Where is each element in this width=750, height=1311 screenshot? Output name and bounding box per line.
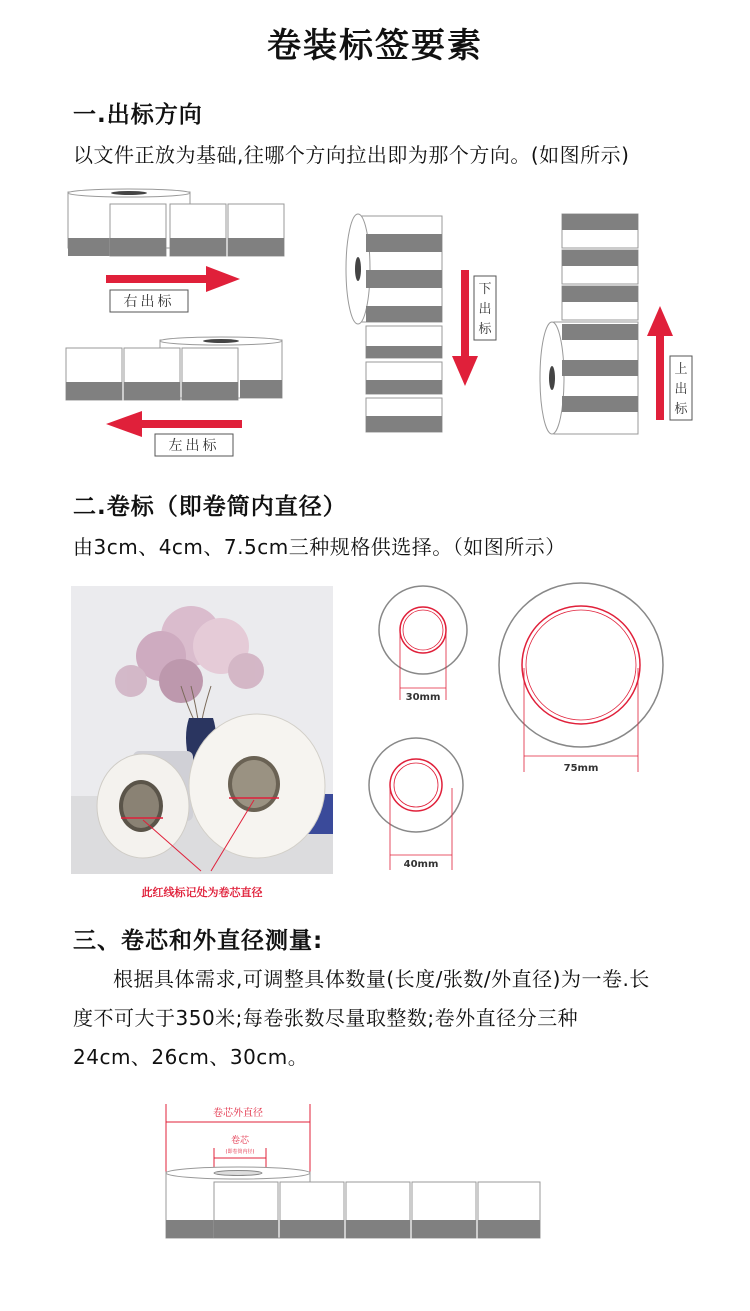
up-label-2: 出 (674, 382, 688, 397)
right-out-label: 右出标 (123, 294, 175, 310)
right-out-roll (68, 189, 284, 256)
section1-heading: 一.出标方向 (73, 102, 203, 128)
core-label: 卷芯 (230, 1136, 250, 1146)
page-title: 卷装标签要素 (267, 26, 483, 66)
up-out-tag (670, 356, 692, 420)
core-sub-label: (即卷筒内径) (225, 1149, 255, 1155)
left-arrow (106, 411, 242, 437)
section2-heading: 二.卷标（即卷筒内直径） (73, 494, 347, 520)
section2-description: 由3cm、4cm、7.5cm三种规格供选择。（如图所示） (73, 535, 566, 559)
left-out-tag (155, 434, 233, 456)
right-out-tag (110, 290, 188, 312)
core-30mm-diagram (379, 586, 467, 703)
core-outer-diameter-diagram (150, 1098, 570, 1248)
down-label-3: 标 (478, 322, 492, 337)
down-out-roll (346, 214, 442, 432)
core-40mm-diagram (369, 738, 463, 870)
label-30mm: 30mm (405, 692, 441, 703)
down-out-tag (474, 276, 496, 340)
left-out-roll (66, 337, 282, 400)
core-75mm-diagram (499, 583, 663, 774)
section3-heading: 三、卷芯和外直径测量: (73, 928, 324, 954)
up-arrow (647, 306, 673, 420)
section3-paragraph: 根据具体需求,可调整具体数量(长度/张数/外直径)为一卷.长度不可大于350米;每卷张数尽量取整数;卷外直径分三种24cm、26cm、30cm。 (73, 967, 650, 1069)
up-label-3: 标 (674, 402, 688, 417)
up-label-1: 上 (674, 362, 688, 377)
outer-diameter-label: 卷芯外直径 (213, 1108, 263, 1119)
label-40mm: 40mm (403, 859, 439, 870)
right-arrow (106, 266, 240, 292)
left-out-label: 左出标 (168, 438, 220, 454)
down-label-2: 出 (478, 302, 492, 317)
roll-core-photo (71, 586, 333, 874)
photo-caption: 此红线标记处为卷芯直径 (141, 886, 263, 899)
up-out-roll (540, 214, 638, 434)
label-direction-diagrams (0, 180, 750, 470)
section1-description: 以文件正放为基础,往哪个方向拉出即为那个方向。(如图所示) (73, 143, 630, 167)
down-label-1: 下 (478, 282, 492, 297)
label-strip (214, 1182, 540, 1238)
core-diameter-diagrams (360, 580, 680, 880)
label-75mm: 75mm (563, 763, 599, 774)
